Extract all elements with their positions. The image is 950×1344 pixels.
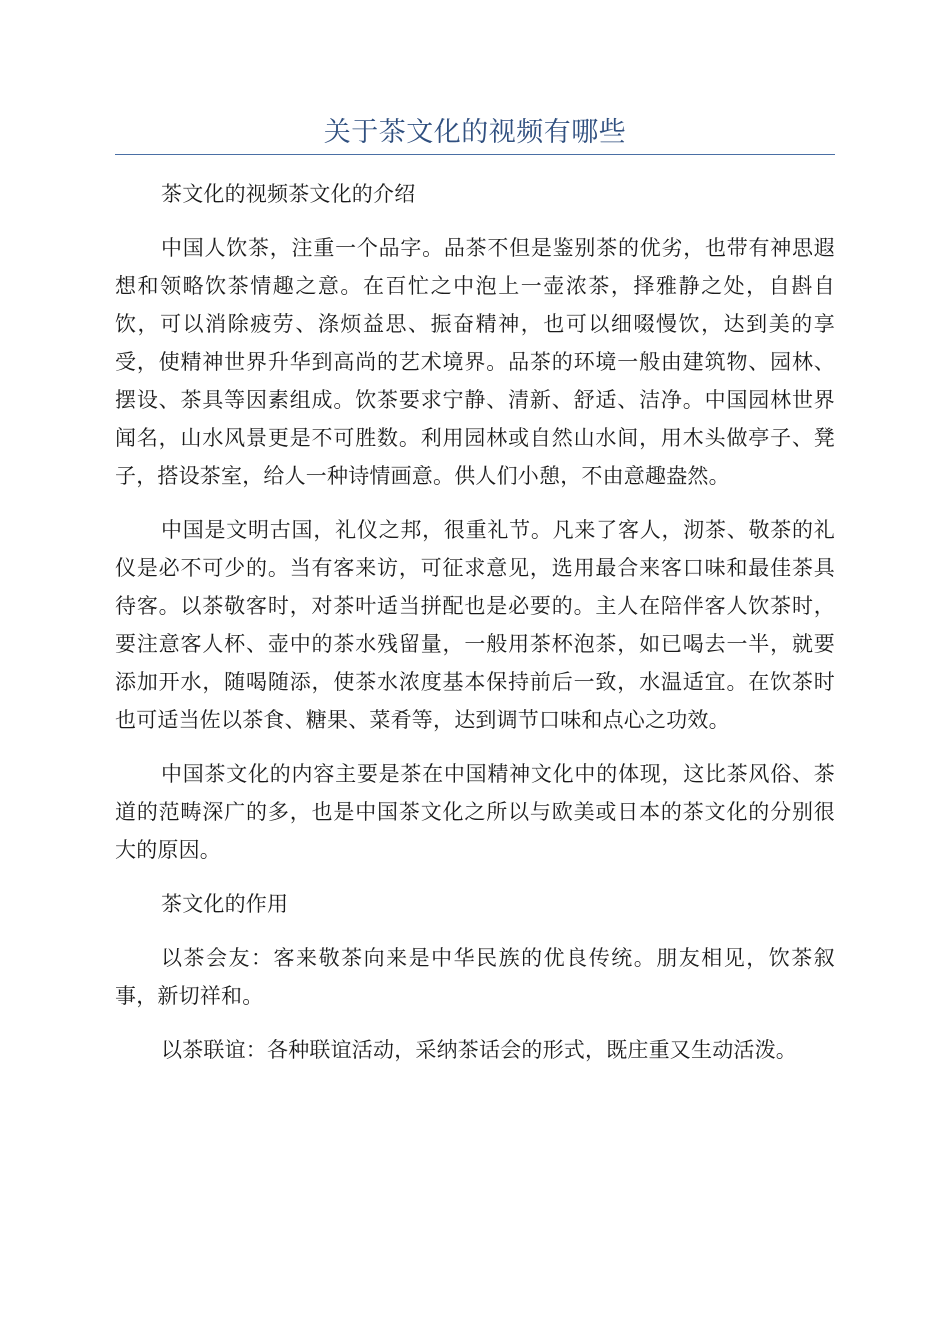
paragraph-heading-intro: 茶文化的视频茶文化的介绍 [161,182,416,206]
paragraph-tea-friends: 以茶会友：客来敬茶向来是中华民族的优良传统。朋友相见，饮茶叙事，新切祥和。 [115,946,835,1008]
title-underline [115,154,835,155]
paragraph-heading-function: 茶文化的作用 [161,892,289,916]
paragraph-tea-fellowship: 以茶联谊：各种联谊活动，采纳茶话会的形式，既庄重又生动活泼。 [161,1038,797,1062]
paragraph-tea-culture-content: 中国茶文化的内容主要是茶在中国精神文化中的体现，这比茶风俗、茶道的范畴深广的多，也是中国茶文化之所以与欧美或日本的茶文化的分别很大的原因。 [115,762,835,862]
paragraph-tea-tasting: 中国人饮茶，注重一个品字。品茶不但是鉴别茶的优劣，也带有神思遐想和领略饮茶情趣之意。在百忙之中泡上一壶浓茶，择雅静之处，自斟自饮，可以消除疲劳、涤烦益思、振奋精神，也可以细啜慢饮，达到美的享受，使精神世界升华到高尚的艺术境界。品茶的环境一般由建筑物、园林、摆设、茶具等因素组成。饮茶要求宁静、清新、舒适、洁净。中国园林世界闻名，山水风景更是不可胜数。利用园林或自然山水间，用木头做亭子、凳子，搭设茶室，给人一种诗情画意。供人们小憩，不由意趣盎然。 [115,236,835,488]
document-body [115,175,835,1069]
paragraph-tea-etiquette: 中国是文明古国，礼仪之邦，很重礼节。凡来了客人，沏茶、敬茶的礼仪是必不可少的。当有客来访，可征求意见，选用最合来客口味和最佳茶具待客。以茶敬客时，对茶叶适当拼配也是必要的。主人在陪伴客人饮茶时，要注意客人杯、壶中的茶水残留量，一般用茶杯泡茶，如已喝去一半，就要添加开水，随喝随添，使茶水浓度基本保持前后一致，水温适宜。在饮茶时也可适当佐以茶食、糖果、菜肴等，达到调节口味和点心之功效。 [115,518,835,732]
document-page [115,0,835,1085]
document-title: 关于茶文化的视频有哪些 [323,117,627,148]
